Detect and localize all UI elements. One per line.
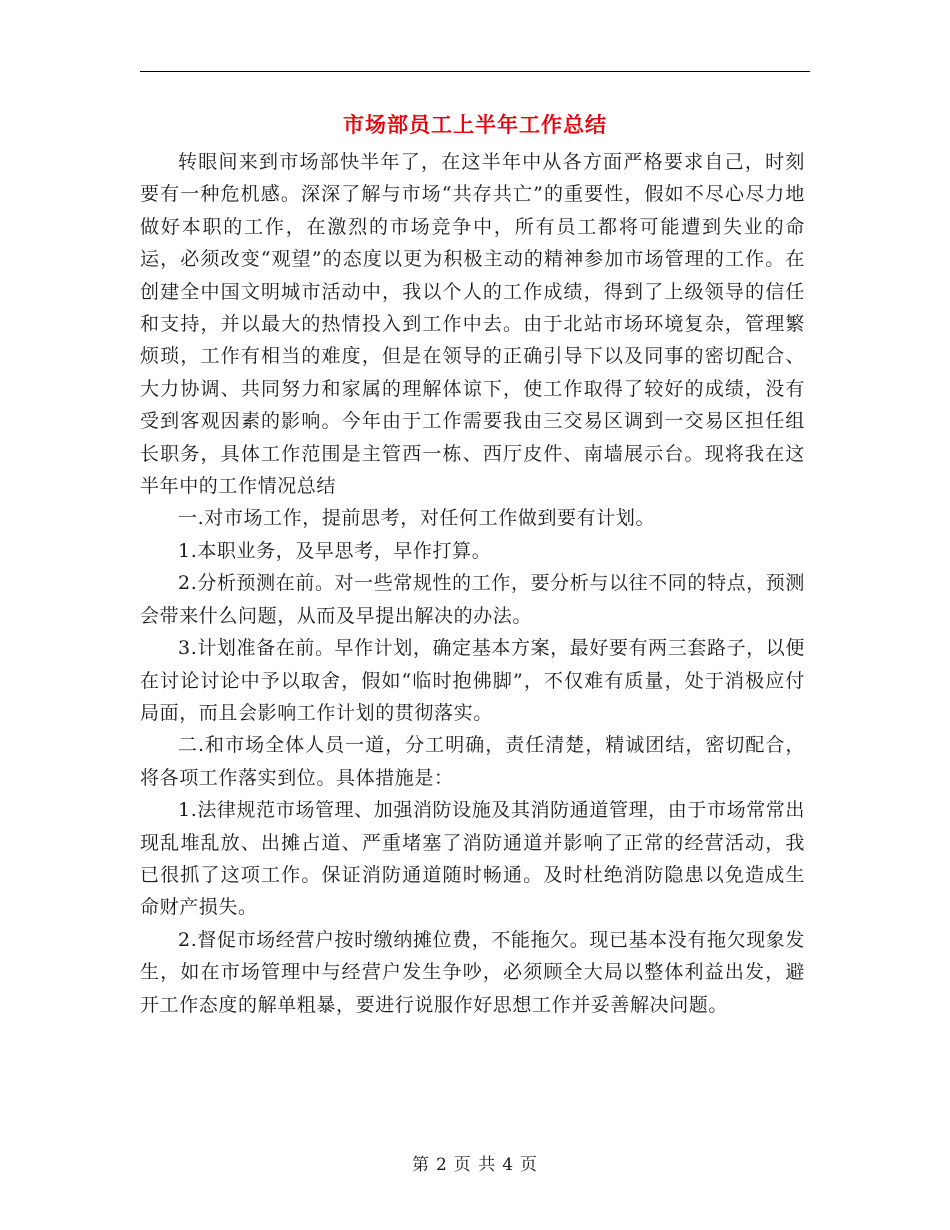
header-rule	[140, 71, 810, 72]
footer-prefix: 第	[411, 1155, 430, 1175]
footer-suffix: 页	[520, 1155, 539, 1175]
paragraph-section-two: 二.和市场全体人员一道，分工明确，责任清楚，精诚团结，密切配合，将各项工作落实到位。具体措施是：	[140, 734, 805, 789]
paragraph-item-1-1: 1.本职业务，及早思考，早作打算。	[178, 539, 492, 562]
paragraph-section-one: 一.对市场工作，提前思考，对任何工作做到要有计划。	[178, 507, 656, 530]
footer-current-page: 2	[435, 1155, 448, 1175]
paragraph-item-1-3: 3.计划准备在前。早作计划，确定基本方案，最好要有两三套路子，以便在讨论讨论中予以取舍，假如“临时抱佛脚”，不仅难有质量，处于消极应付局面，而且会影响工作计划的贯彻落实。	[140, 637, 805, 724]
paragraph-item-2-2: 2.督促市场经营户按时缴纳摊位费，不能拖欠。现已基本没有拖欠现象发生，如在市场管理中与经营户发生争吵，必须顾全大局以整体利益出发，避开工作态度的解单粗暴，要进行说服作好思想工作并妥善解决问题。	[140, 928, 805, 1016]
document-title: 市场部员工上半年工作总结	[343, 112, 607, 137]
footer-total-pages: 4	[502, 1155, 515, 1175]
paragraph-item-1-2: 2.分析预测在前。对一些常规性的工作，要分析与以往不同的特点，预测会带来什么问题，从而及早提出解决的办法。	[140, 572, 805, 627]
paragraph-intro: 转眼间来到市场部快半年了，在这半年中从各方面严格要求自己，时刻要有一种危机感。深深了解与市场“共存共亡”的重要性，假如不尽心尽力地做好本职的工作，在激烈的市场竞争中，所有员工都将可能遭到失业的命运，必须改变“观望”的态度以更为积极主动的精神参加市场管理的工作。在创建全中国文明城市活动中，我以个人的工作成绩，得到了上级领导的信任和支持，并以最大的热情投入到工作中去。由于北站市场环境复杂，管理繁烦琐，工作有相当的难度，但是在领导的正确引导下以及同事的密切配合、大力协调、共同努力和家属的理解体谅下，使工作取得了较好的成绩，没有受到客观因素的影响。今年由于工作需要我由三交易区调到一交易区担任组长职务，具体工作范围是主管西一栋、西厅皮件、南墙展示台。现将我在这半年中的工作情况总结	[140, 151, 805, 498]
paragraph-item-2-1: 1.法律规范市场管理、加强消防设施及其消防通道管理，由于市场常常出现乱堆乱放、出摊占道、严重堵塞了消防通道并影响了正常的经营活动，我已很抓了这项工作。保证消防通道随时畅通。及时杜绝消防隐患以免造成生命财产损失。	[140, 799, 805, 919]
page-footer	[140, 1153, 810, 1177]
footer-middle: 页 共	[453, 1155, 497, 1175]
document-body	[140, 146, 805, 1021]
